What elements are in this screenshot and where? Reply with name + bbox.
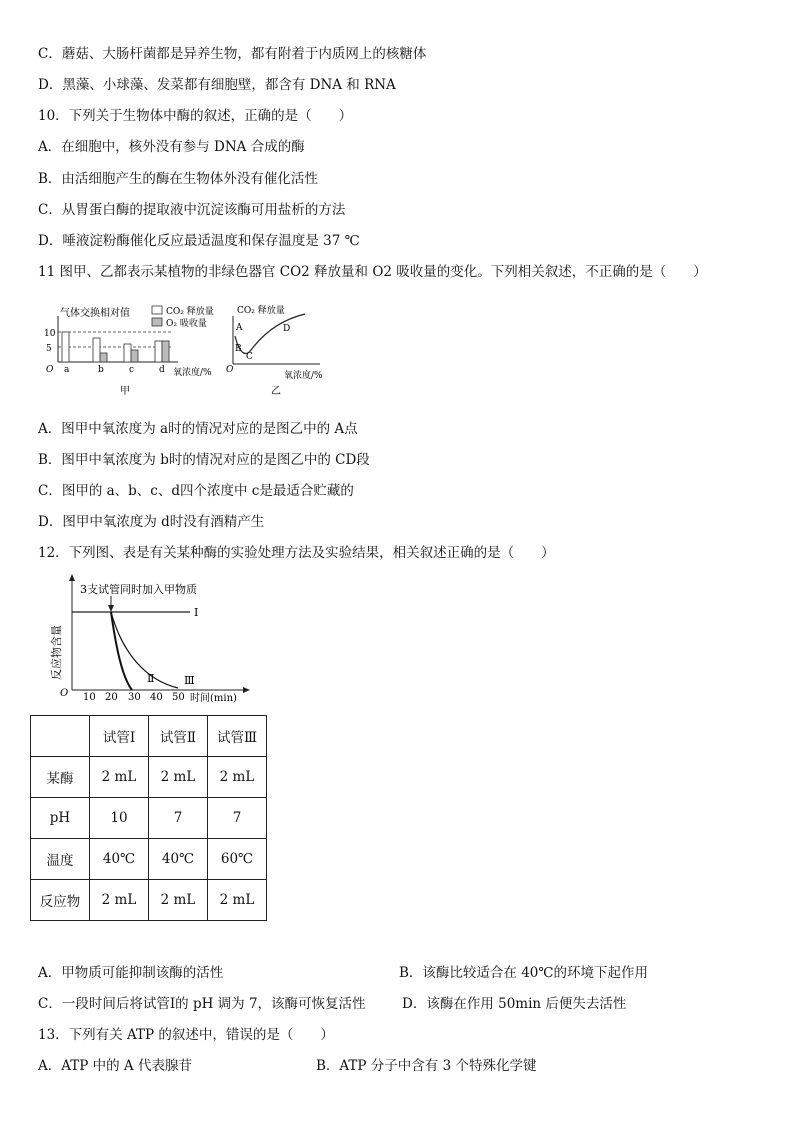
jia-caption: 甲 — [120, 386, 130, 397]
fig12-annotation: 3支试管同时加入甲物质 — [80, 583, 197, 596]
curve-ii-label: Ⅱ — [147, 672, 155, 685]
jia-cat-d: d — [159, 365, 165, 375]
figure-jia — [38, 300, 228, 400]
fig12-xtick-40: 40 — [150, 692, 163, 703]
question-10: 10．下列关于生物体中酶的叙述，正确的是（ ） — [38, 108, 353, 124]
option-13b: B．ATP 分子中含有 3 个特殊化学键 — [316, 1058, 537, 1074]
option-12b: B．该酶比较适合在 40℃的环境下起作用 — [399, 965, 648, 981]
jia-y10: 10 — [44, 329, 56, 339]
table-row — [31, 839, 267, 880]
jia-cat-b: b — [98, 365, 104, 375]
fig12-xtick-10: 10 — [83, 692, 96, 703]
jia-legend-co2: CO₂ 释放量 — [166, 307, 214, 317]
jia-cat-a: a — [64, 365, 70, 375]
jia-bar-co2-d — [155, 341, 162, 362]
experiment-table — [30, 715, 267, 921]
fig12-origin: O — [60, 688, 69, 699]
jia-bar-co2-a — [62, 332, 69, 362]
table-cell: 2 mL — [149, 880, 208, 921]
fig12-xtick-50: 50 — [172, 692, 185, 703]
table-header-row — [31, 716, 267, 757]
table-header-cell: 试管Ⅲ — [208, 716, 267, 757]
yi-point-c: C — [246, 352, 253, 362]
jia-bar-o2-d — [162, 341, 169, 362]
question-13: 13．下列有关 ATP 的叙述中，错误的是（ ） — [38, 1027, 334, 1043]
option-13a: A．ATP 中的 A 代表腺苷 — [38, 1058, 192, 1074]
question-12: 12．下列图、表是有关某种酶的实验处理方法及实验结果，相关叙述正确的是（ ） — [38, 545, 555, 561]
table-cell: 反应物 — [31, 880, 90, 921]
table-row — [31, 798, 267, 839]
option-11c: C．图甲的 a、b、c、d四个浓度中 c是最适合贮藏的 — [38, 483, 354, 499]
yi-point-a: A — [236, 323, 243, 333]
table-cell: 温度 — [31, 839, 90, 880]
curve-i-label: Ⅰ — [194, 606, 199, 619]
table-row — [31, 757, 267, 798]
jia-bar-co2-c — [124, 344, 131, 362]
option-9c: C．蘑菇、大肠杆菌都是异养生物，都有附着于内质网上的核糖体 — [38, 46, 427, 62]
yi-point-d: D — [283, 324, 291, 334]
yi-origin: O — [226, 365, 234, 375]
table-cell: 7 — [149, 798, 208, 839]
fig12-ylabel: 反应物含量 — [50, 625, 63, 680]
option-12a: A．甲物质可能抑制该酶的活性 — [38, 965, 224, 981]
fig12-xtick-20: 20 — [105, 692, 118, 703]
option-11b: B．图甲中氧浓度为 b时的情况对应的是图乙中的 CD段 — [38, 452, 370, 468]
jia-ylabel: 气体交换相对值 — [60, 308, 130, 319]
table-cell: 2 mL — [149, 757, 208, 798]
table-cell: 40℃ — [149, 839, 208, 880]
jia-xlabel: 氧浓度/% — [173, 368, 212, 378]
table-cell: 7 — [208, 798, 267, 839]
table-cell: 2 mL — [90, 757, 149, 798]
jia-bar-co2-b — [93, 338, 100, 362]
question-11: 11 图甲、乙都表示某植物的非绿色器官 CO2 释放量和 O2 吸收量的变化。下列相关叙述，不正确的是（ ） — [38, 264, 707, 280]
table-row — [31, 880, 267, 921]
table-cell — [31, 716, 90, 757]
curve-iii-label: Ⅲ — [184, 674, 195, 687]
option-9d: D．黑藻、小球藻、发菜都有细胞壁，都含有 DNA 和 RNA — [38, 77, 396, 93]
option-10b: B．由活细胞产生的酶在生物体外没有催化活性 — [38, 171, 318, 187]
table-cell: 10 — [90, 798, 149, 839]
jia-origin: O — [46, 365, 54, 375]
fig12-xlabel: 时间(min) — [190, 693, 237, 704]
option-12c: C．一段时间后将试管Ⅰ的 pH 调为 7，该酶可恢复活性 — [38, 996, 366, 1012]
figure-12 — [50, 572, 260, 707]
option-10c: C．从胃蛋白酶的提取液中沉淀该酶可用盐析的方法 — [38, 202, 346, 218]
table-header-cell: 试管Ⅰ — [90, 716, 149, 757]
option-10d: D．唾液淀粉酶催化反应最适温度和保存温度是 37 ℃ — [38, 233, 360, 249]
jia-legend-o2: O₂ 吸收量 — [166, 319, 207, 329]
yi-caption: 乙 — [271, 386, 281, 397]
option-11a: A．图甲中氧浓度为 a时的情况对应的是图乙中的 A点 — [38, 421, 358, 437]
option-10a: A．在细胞中，核外没有参与 DNA 合成的酶 — [38, 139, 305, 155]
table-header-cell: 试管Ⅱ — [149, 716, 208, 757]
yi-point-b: B — [235, 344, 242, 354]
jia-bar-o2-b — [100, 353, 107, 362]
figure-yi — [225, 300, 335, 400]
yi-ylabel: CO₂ 释放量 — [237, 306, 285, 316]
jia-bar-o2-c — [131, 350, 138, 362]
jia-y5: 5 — [46, 344, 52, 354]
table-cell: pH — [31, 798, 90, 839]
yi-xlabel: 氧浓度/% — [284, 371, 323, 381]
table-cell: 2 mL — [208, 757, 267, 798]
jia-cat-c: c — [129, 365, 135, 375]
table-cell: 60℃ — [208, 839, 267, 880]
table-cell: 2 mL — [208, 880, 267, 921]
fig12-xtick-30: 30 — [128, 692, 141, 703]
table-cell: 2 mL — [90, 880, 149, 921]
option-11d: D．图甲中氧浓度为 d时没有酒精产生 — [38, 514, 265, 530]
table-cell: 40℃ — [90, 839, 149, 880]
table-cell: 某酶 — [31, 757, 90, 798]
option-12d: D．该酶在作用 50min 后便失去活性 — [402, 996, 627, 1012]
